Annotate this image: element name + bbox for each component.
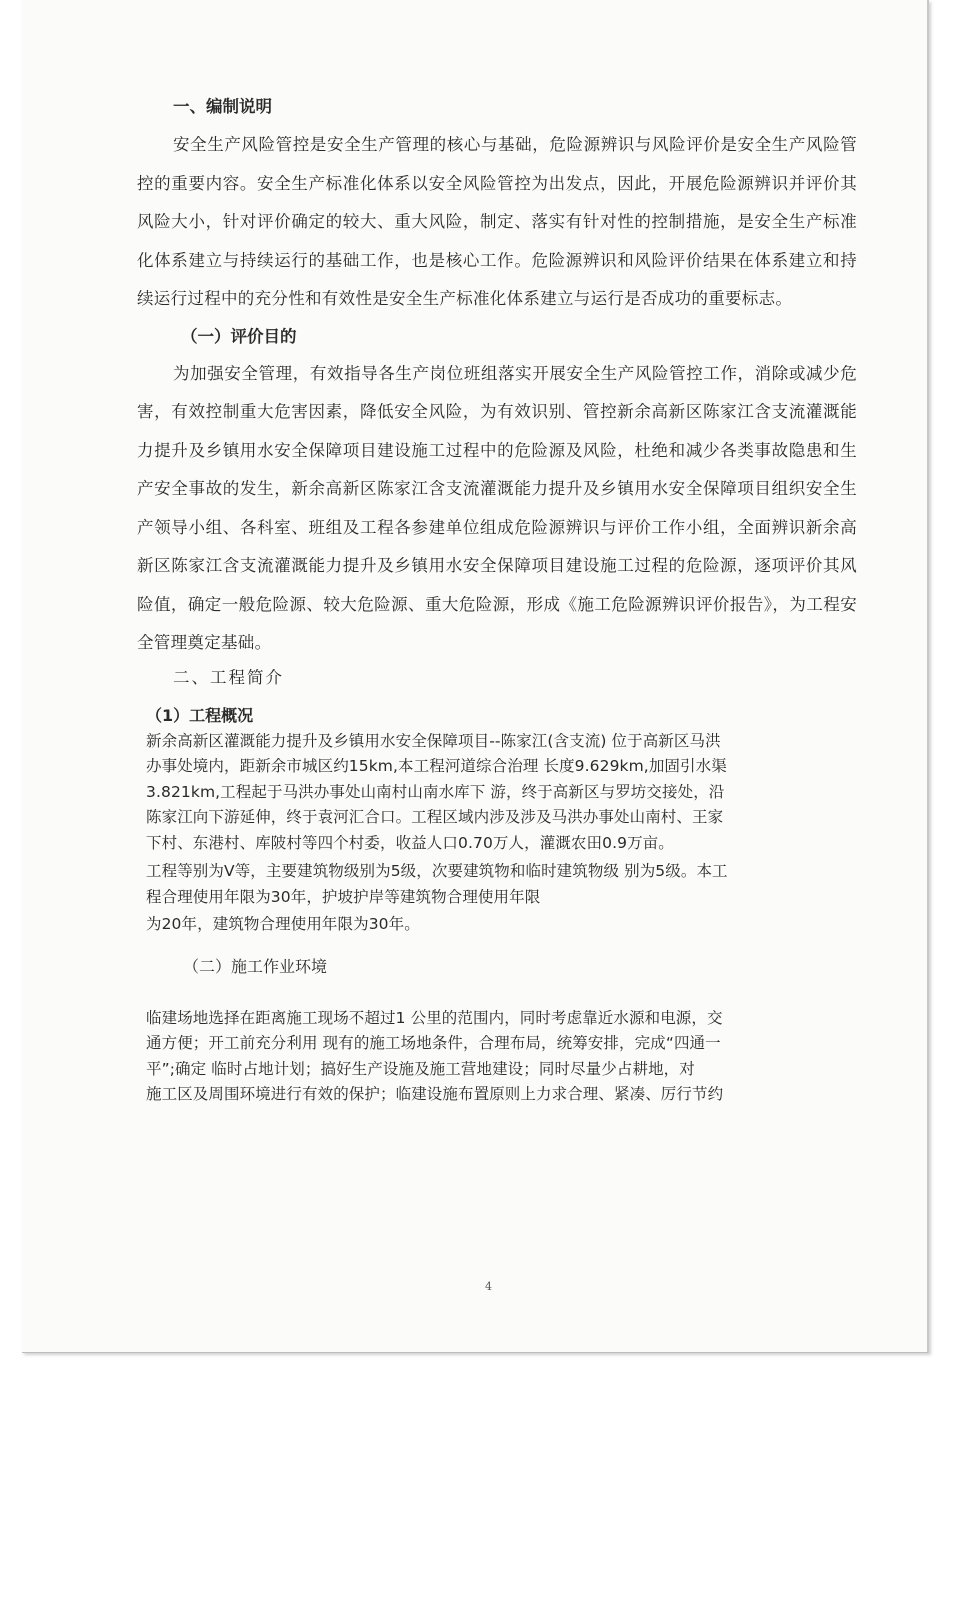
page-number: 4	[485, 1280, 492, 1293]
environment-paragraph	[146, 1006, 857, 1108]
subsection-heading: （一）评价目的	[181, 326, 297, 346]
environment-line: 平”;确定 临时占地计划；搞好生产设施及施工营地建设；同时尽量少占耕地，对	[146, 1059, 695, 1078]
overview-line: 工程等别为V等，主要建筑物级别为5级，次要建筑物和临时建筑物级 别为5级。本工	[146, 862, 728, 880]
overview-heading: （1）工程概况	[146, 705, 254, 725]
section-heading: 一、编制说明	[173, 97, 272, 116]
environment-line: 临建场地选择在距离施工现场不超过1 公里的范围内，同时考虑靠近水源和电源，交	[146, 1008, 723, 1027]
overview-line: 程合理使用年限为30年，护坡护岸等建筑物合理使用年限	[146, 887, 541, 906]
environment-line: 通方便；开工前充分利用 现有的施工场地条件，合理布局，统筹安排，完成“四通一	[146, 1034, 721, 1052]
section-paragraph: 安全生产风险管控是安全生产管理的核心与基础，危险源辨识与风险评价是安全生产风险管控的重要内容。安全生产标准化体系以安全风险管控为出发点，因此，开展危险源辨识并评价其风险大小，针对评价确定的较大、重大风险，制定、落实有针对性的控制措施，是安全生产标准化体系建立与持续运行的基础工作，也是核心工作。危险源辨识和风险评价结果在体系建立和持续运行过程中的充分性和有效性是安全生产标准化体系建立与运行是否成功的重要标志。	[137, 135, 857, 308]
overview-line: 陈家江向下游延伸，终于袁河汇合口。工程区域内涉及涉及马洪办事处山南村、王家	[146, 808, 724, 826]
document-body	[137, 92, 857, 1108]
overview-line: 下村、东港村、库陂村等四个村委，收益人口0.70万人，灌溉农田0.9万亩。	[146, 833, 674, 852]
section-heading: 二、工程简介	[173, 667, 284, 687]
subsection-paragraph: 为加强安全管理，有效指导各生产岗位班组落实开展安全生产风险管控工作，消除或减少危害，有效控制重大危害因素，降低安全风险，为有效识别、管控新余高新区陈家江含支流灌溉能力提升及乡镇用水安全保障项目建设施工过程中的危险源及风险，杜绝和减少各类事故隐患和生产安全事故的发生，新余高新区陈家江含支流灌溉能力提升及乡镇用水安全保障项目组织安全生产领导小组、各科室、班组及工程各参建单位组成危险源辨识与评价工作小组，全面辨识新余高新区陈家江含支流灌溉能力提升及乡镇用水安全保障项目建设施工过程的危险源，逐项评价其风险值，确定一般危险源、较大危险源、重大危险源，形成《施工危险源辨识评价报告》，为工程安全管理奠定基础。	[137, 363, 857, 652]
environment-heading: （二）施工作业环境	[183, 956, 328, 976]
overview-line: 3.821km,工程起于马洪办事处山南村山南水库下 游，终于高新区与罗坊交接处，沿	[146, 782, 725, 801]
overview-line: 办事处境内，距新余市城区约15km,本工程河道综合治理 长度9.629km,加固引水渠	[146, 757, 727, 775]
overview-line: 新余高新区灌溉能力提升及乡镇用水安全保障项目--陈家江(含支流) 位于高新区马洪	[146, 731, 721, 750]
document-page	[22, 0, 929, 1353]
overview-paragraph	[146, 729, 857, 938]
environment-line: 施工区及周围环境进行有效的保护；临建设施布置原则上力求合理、紧凑、厉行节约	[146, 1085, 724, 1103]
overview-line: 为20年，建筑物合理使用年限为30年。	[146, 915, 420, 933]
